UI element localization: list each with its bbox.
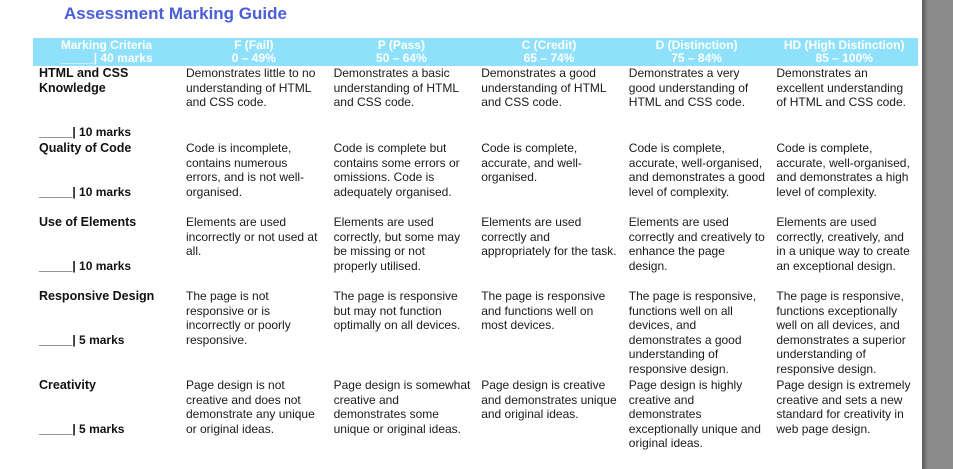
criterion-name: Creativity bbox=[39, 378, 96, 392]
table-row bbox=[33, 141, 918, 215]
grade-cell: Demonstrates little to no understanding of HTML and CSS code. bbox=[186, 66, 316, 110]
grade-cell: Page design is not creative and does not demonstrate any unique or original ideas. bbox=[186, 378, 315, 436]
criterion-cell bbox=[33, 378, 180, 452]
criterion-cell bbox=[33, 141, 180, 215]
grade-cell: Elements are used correctly and creatively to enhance the page design. bbox=[628, 215, 765, 273]
table-row bbox=[33, 66, 918, 141]
criterion-marks: _____| 10 marks bbox=[39, 185, 132, 199]
header-grade-c: C (Credit) 65 – 74% bbox=[475, 38, 623, 66]
criterion-cell bbox=[33, 66, 180, 141]
header-grade-hd: HD (High Distinction) 85 – 100% bbox=[770, 38, 918, 66]
grade-cell: The page is responsive and functions well on most devices. bbox=[481, 289, 606, 333]
criterion-marks: _____| 10 marks bbox=[39, 125, 132, 139]
criterion-name: Use of Elements bbox=[39, 215, 137, 229]
table-row bbox=[33, 289, 918, 378]
table-row bbox=[33, 378, 918, 452]
grade-cell: Demonstrates a very good understanding of HTML and CSS code. bbox=[628, 66, 749, 110]
criterion-name: Quality of Code bbox=[39, 141, 132, 155]
grade-cell: Page design is creative and demonstrates unique and original ideas. bbox=[481, 378, 617, 422]
page-title: Assessment Marking Guide bbox=[64, 4, 287, 23]
grade-cell: Page design is highly creative and demonstrates exceptionally unique and original ideas. bbox=[628, 378, 761, 451]
grade-cell: Code is complete, accurate, well-organised, and demonstrates a good level of complexity. bbox=[628, 141, 765, 199]
header-row bbox=[33, 38, 918, 66]
header-grade-p: P (Pass) 50 – 64% bbox=[328, 38, 476, 66]
header-criteria: Marking Criteria _____| 40 marks bbox=[33, 38, 180, 66]
grade-cell: Demonstrates an excellent understanding of HTML and CSS code. bbox=[776, 66, 906, 110]
header-grade-f: F (Fail) 0 – 49% bbox=[180, 38, 328, 66]
criterion-marks: _____| 5 marks bbox=[39, 333, 125, 347]
grade-cell: Code is complete, accurate, well-organised, and demonstrates a high level of complexity. bbox=[776, 141, 910, 199]
grade-cell: Code is incomplete, contains numerous errors, and is not well-organised. bbox=[186, 141, 305, 199]
criterion-marks: _____| 10 marks bbox=[39, 259, 132, 273]
grade-cell: Elements are used correctly, but some may be missing or not properly utilised. bbox=[333, 215, 461, 273]
criterion-cell bbox=[33, 289, 180, 378]
grade-cell: The page is responsive but may not function optimally on all devices. bbox=[333, 289, 461, 333]
grade-cell: Elements are used correctly and appropriately for the task. bbox=[481, 215, 617, 259]
header-grade-d: D (Distinction) 75 – 84% bbox=[623, 38, 771, 66]
grade-cell: Elements are used incorrectly or not used at all. bbox=[186, 215, 318, 259]
criterion-name: HTML and CSS Knowledge bbox=[39, 66, 129, 95]
criterion-name: Responsive Design bbox=[39, 289, 155, 303]
grade-cell: Page design is somewhat creative and demonstrates some unique or original ideas. bbox=[333, 378, 471, 436]
grade-cell: Demonstrates a good understanding of HTML and CSS code. bbox=[481, 66, 607, 110]
page-edge-shadow bbox=[922, 0, 928, 469]
table-row bbox=[33, 215, 918, 289]
grade-cell: The page is responsive, functions exceptionally well on all devices, and demonstrates a superior understanding of responsive design. bbox=[776, 289, 906, 376]
grade-cell: Page design is extremely creative and sets a new standard for creativity in web page design. bbox=[776, 378, 911, 436]
grade-cell: The page is responsive, functions well on all devices, and demonstrates a good understanding of responsive design. bbox=[628, 289, 757, 376]
grade-cell: Demonstrates a basic understanding of HTML and CSS code. bbox=[333, 66, 459, 110]
criterion-marks: _____| 5 marks bbox=[39, 422, 125, 436]
grade-cell: Code is complete, accurate, and well-organised. bbox=[481, 141, 582, 185]
grade-cell: Code is complete but contains some errors or omissions. Code is adequately organised. bbox=[333, 141, 460, 199]
marking-rubric-table bbox=[33, 38, 918, 452]
criterion-cell bbox=[33, 215, 180, 289]
grade-cell: The page is not responsive or is incorrectly or poorly responsive. bbox=[186, 289, 291, 347]
grade-cell: Elements are used correctly, creatively, and in a unique way to create an exceptional design. bbox=[776, 215, 910, 273]
